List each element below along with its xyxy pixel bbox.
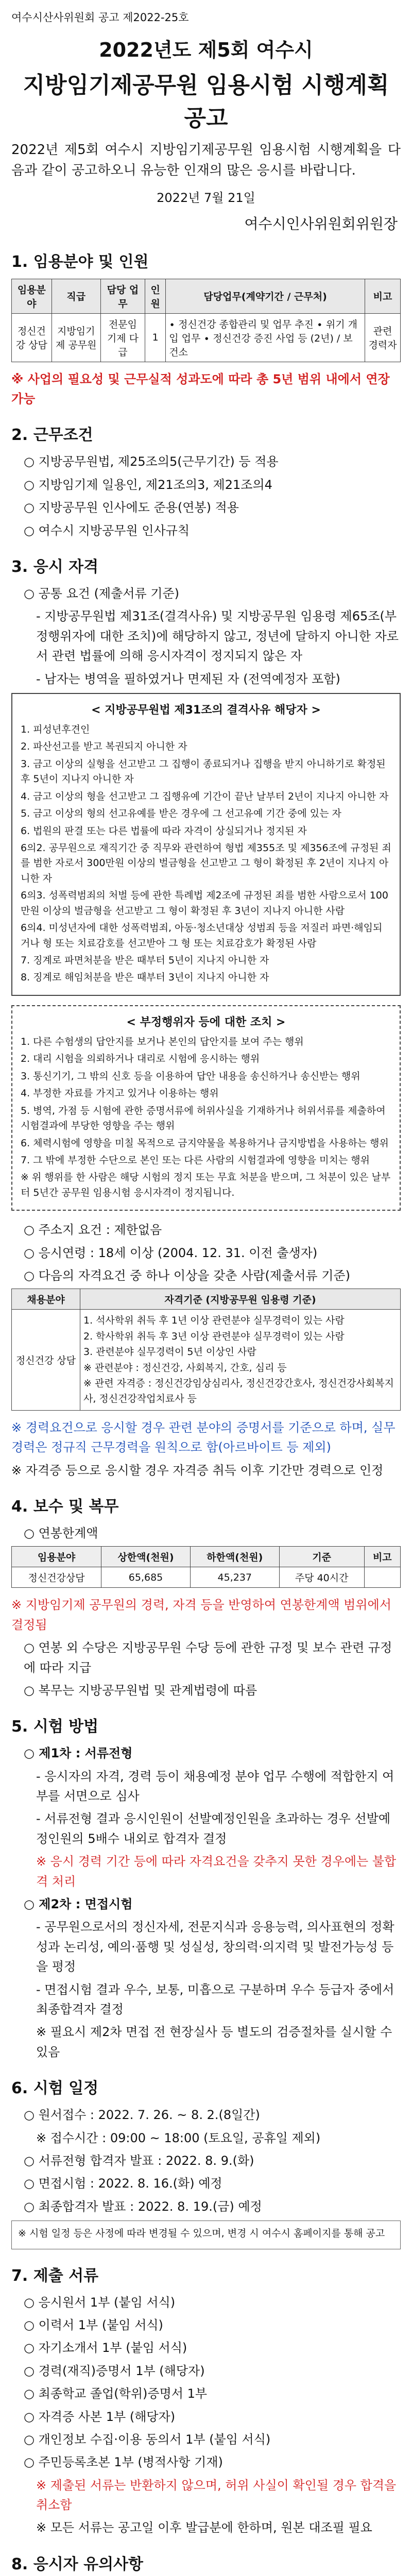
list-item: ○ 개인정보 수집·이용 동의서 1부 (붙임 서식) [24,2432,271,2447]
list-item: - 서류전형 결과 응시인원이 선발예정인원을 초과하는 경우 선발예정인원의 5배수 내외로 합격자 결정 [36,1811,391,1846]
list-item: 5. 금고 이상의 형의 선고유예를 받은 경우에 그 선고유예 기간 중에 있는 자 [21,808,341,820]
section-2-heading: 2. 근무조건 [11,426,93,445]
list-item: ※ 접수시간 : 09:00 ~ 18:00 (토요일, 공휴일 제외) [36,2130,321,2145]
list-item: ○ 공통 요건 (제출서류 기준) [24,586,180,601]
list-item: ○ 자격증 사본 1부 (해당자) [24,2409,176,2424]
table-cell: 관련 경력자 [365,313,400,362]
table-header: 직급 [52,279,100,313]
section-1-heading: 1. 임용분야 및 인원 [11,252,149,271]
list-item: ○ 면접시험 : 2022. 8. 16.(화) 예정 [24,2176,222,2191]
list-item: 2. 대리 시험을 의뢰하거나 대리로 시험에 응시하는 행위 [21,1053,260,1065]
table-header: 하한액(천원) [190,1547,279,1567]
list-item: - 공무원으로서의 정신자세, 전문지식과 응용능력, 의사표현의 정확성과 논리성, 예의·품행 및 성실성, 창의력·의지력 및 발전가능성 등을 평정 [36,1920,394,1974]
table-row [12,1310,401,1410]
list-item: 6의4. 미성년자에 대한 성폭력범죄, 아동·청소년대상 성범죄 등을 저질러 파면·해임되거나 형 또는 치료감호를 선고받아 그 형 또는 치료감호가 확정된 사람 [21,922,383,949]
note-text: ※ 자격증 등으로 응시할 경우 자격증 취득 이후 기간만 경력으로 인정 [11,1463,384,1478]
list-item: ○ 응시연령 : 18세 이상 (2004. 12. 31. 이전 출생자) [24,1245,318,1260]
note-text: ※ 모든 서류는 공고일 이후 발급분에 한하며, 원본 대조필 필요 [36,2520,372,2535]
table-header: 채용분야 [12,1289,80,1310]
section-7-heading: 7. 제출 서류 [11,2266,99,2285]
title-super: 2022년도 제5회 여수시 [99,39,313,61]
table-cell: 주당 40시간 [279,1567,364,1588]
list-item: ○ 제1차 : 서류전형 [24,1746,133,1761]
table-row [12,313,401,362]
table-cell: 정신건강 상담 [12,1310,80,1410]
table-cell: 1. 석사학위 취득 후 1년 이상 관련분야 실무경력이 있는 사람 2. 학사학위 취득 후 3년 이상 관련분야 실무경력이 있는 사람 3. 관련분야 실무경력이 5년 이상인 사람 ※ 관련분야 : 정신건강, 사회복지, 간호, 심리 등 ※ 관련 자격증 : 정신건강임상심리사, 정신건강간호사, 정신건강사회복지사, 정신건강작업치료사 등 [80,1310,401,1410]
list-item: - 응시자의 자격, 경력 등이 채용예정 분야 업무 수행에 적합한지 여부를 서면으로 심사 [36,1769,394,1804]
list-item: 6의3. 성폭력범죄의 처벌 등에 관한 특례법 제2조에 규정된 죄를 범한 사람으로서 100만원 이상의 벌금형을 선고받고 그 형이 확정된 후 3년이 지나지 아니한 사람 [21,890,388,917]
list-item: ○ 경력(재직)증명서 1부 (해당자) [24,2363,205,2378]
box-title: < 부정행위자 등에 대한 조치 > [126,1015,286,1029]
list-item: ○ 지방임기제 일용인, 제21조의3, 제21조의4 [24,477,272,492]
table-header: 임용분야 [12,1547,101,1567]
list-item: ※ 응시 경력 기간 등에 따라 자격요건을 갖추지 못한 경우에는 불합격 처리 [36,1854,397,1889]
list-item: ○ 제2차 : 면접시험 [24,1897,133,1912]
list-item: ○ 주민등록초본 1부 (병적사항 기재) [24,2455,223,2470]
section-1-footnote: ※ 사업의 필요성 및 근무실적 성과도에 따라 총 5년 범위 내에서 연장 가능 [11,371,390,406]
list-item: 8. 징계로 해임처분을 받은 때부터 3년이 지나지 아니한 자 [21,972,269,984]
table-cell: 지방임기제 공무원 [52,313,100,362]
list-item: ○ 자기소개서 1부 (붙임 서식) [24,2341,187,2355]
table-cell: 1 [145,313,166,362]
list-item: 2. 파산선고를 받고 복권되지 아니한 자 [21,741,187,753]
misconduct-box [11,1005,401,1211]
list-item: ○ 최종학교 졸업(학위)증명서 1부 [24,2386,208,2401]
list-item: 6. 법원의 판결 또는 다른 법률에 따라 자격이 상실되거나 정지된 자 [21,825,307,837]
box-title: < 지방공무원법 제31조의 결격사유 해당자 > [91,703,321,717]
list-item: 1. 다른 수험생의 답안지를 보거나 본인의 답안지를 보여 주는 행위 [21,1036,304,1047]
table-cell [364,1567,400,1588]
table-cell: 정신건강 상담 [12,313,52,362]
schedule-note-box [11,2221,401,2249]
table-header: 비고 [364,1547,400,1567]
table-header: 상한액(천원) [101,1547,191,1567]
disqualification-box [11,693,401,996]
list-item: - 지방공무원법 제31조(결격사유) 및 지방공무원 임용령 제65조(부정행위자에 대한 조치)에 해당하지 않고, 정년에 달하지 아니한 자로서 관련 법률에 의해 응시자격이 정지되지 않은 자 [36,609,399,664]
list-item: 6. 체력시험에 영향을 미칠 목적으로 금지약물을 복용하거나 금지방법을 사용하는 행위 [21,1137,389,1149]
table-row [12,1567,401,1588]
page-title: 지방임기제공무원 임용시험 시행계획 공고 [23,72,389,131]
table-cell: ∙ 정신건강 종합관리 및 업무 추진 ∙ 위기 개입 업무 ∙ 정신건강 증진 사업 등 (2년) / 보건소 [166,313,365,362]
section-6-heading: 6. 시험 일정 [11,2079,99,2098]
list-item: ○ 연봉한계액 [24,1526,98,1540]
title-box [11,34,401,132]
positions-table [11,279,401,362]
note-text: ※ 시험 일정 등은 사정에 따라 변경될 수 있으며, 변경 시 여수시 홈페이지를 통해 공고 [18,2228,385,2240]
section-5-heading: 5. 시험 방법 [11,1718,99,1736]
announcement-date: 2022년 7월 21일 [157,190,255,205]
table-cell: 65,685 [101,1567,191,1588]
table-header: 자격기준 (지방공무원 임용령 기준) [80,1289,401,1310]
note-text: ※ 지방임기제 공무원의 경력, 자격 등을 반영하여 연봉한계액 범위에서 결정됨 [11,1598,391,1632]
table-header: 담당 업무 [100,279,145,313]
list-item: ○ 연봉 외 수당은 지방공무원 수당 등에 관한 규정 및 보수 관련 규정에 따라 지급 [24,1640,392,1675]
list-item: ○ 응시원서 1부 (붙임 서식) [24,2295,176,2310]
table-cell: 45,237 [190,1567,279,1588]
list-item: ○ 원서접수 : 2022. 7. 26. ~ 8. 2.(8일간) [24,2108,260,2123]
list-item: 5. 병역, 가점 등 시험에 관한 증명서류에 허위사실을 기재하거나 허위서류를 제출하여 시험결과에 부당한 영향을 주는 행위 [21,1105,386,1132]
list-item: ○ 지방공무원법, 제25조의5(근무기간) 등 적용 [24,454,279,469]
list-item: 3. 통신기기, 그 밖의 신호 등을 이용하여 답안 내용을 송신하거나 송신받는 행위 [21,1070,360,1082]
list-item: ○ 주소지 요건 : 제한없음 [24,1223,162,1238]
note-text: ※ 경력요건으로 응시할 경우 관련 분야의 증명서를 기준으로 하며, 실무경력은 정규직 근무경력을 원칙으로 함(아르바이트 등 제외) [11,1420,396,1455]
requirements-table [11,1289,401,1410]
list-item: ○ 서류전형 합격자 발표 : 2022. 8. 9.(화) [24,2153,254,2168]
section-3-heading: 3. 응시 자격 [11,557,99,576]
list-item: ○ 여수시 지방공무원 인사규칙 [24,523,190,538]
table-header: 기준 [279,1547,364,1567]
list-item: ○ 이력서 1부 (붙임 서식) [24,2317,163,2332]
list-item: ○ 최종합격자 발표 : 2022. 8. 19.(금) 예정 [24,2199,262,2214]
list-item: - 면접시험 결과 우수, 보통, 미흡으로 구분하며 우수 등급자 중에서 최종합격자 결정 [36,1982,394,2016]
section-4-heading: 4. 보수 및 복무 [11,1497,119,1516]
list-item: ○ 다음의 자격요건 중 하나 이상을 갖춘 사람(제출서류 기준) [24,1268,350,1283]
intro-text: 2022년 제5회 여수시 지방임기제공무원 임용시험 시행계획을 다음과 같이 공고하오니 유능한 인재의 많은 응시를 바랍니다. [11,142,401,179]
table-cell: 정신건강상담 [12,1567,101,1588]
table-header: 담당업무(계약기간 / 근무처) [166,279,365,313]
table-cell: 전문임기제 다급 [100,313,145,362]
list-item: 7. 그 밖에 부정한 수단으로 본인 또는 다른 사람의 시험결과에 영향을 미치는 행위 [21,1154,370,1166]
list-item: 3. 금고 이상의 실형을 선고받고 그 집행이 종료되거나 집행을 받지 아니하기로 확정된 후 5년이 지나지 아니한 자 [21,758,386,785]
list-item: - 남자는 병역을 필하였거나 면제된 자 (전역예정자 포함) [36,671,340,686]
issuer: 여수시인사위원회위원장 [244,215,398,232]
list-item: 1. 피성년후견인 [21,723,90,735]
list-item: 7. 징계로 파면처분을 받은 때부터 5년이 지나지 아니한 자 [21,955,269,967]
list-item: ○ 지방공무원 인사에도 준용(연봉) 적용 [24,500,239,515]
list-item: ※ 필요시 제2차 면접 전 현장실사 등 별도의 검증절차를 실시할 수 있음 [36,2025,392,2059]
announcement-number: 여수시산사위원회 공고 제2022-25호 [11,11,189,24]
list-item: 4. 금고 이상의 형을 선고받고 그 집행유예 기간이 끝난 날부터 2년이 지나지 아니한 자 [21,790,389,802]
table-header: 임용분야 [12,279,52,313]
salary-table [11,1546,401,1588]
list-item: ※ 위 행위를 한 사람은 해당 시험의 정지 또는 무효 처분을 받으며, 그 처분이 있은 날부터 5년간 공무원 임용시험 응시자격이 정지됩니다. [21,1172,391,1198]
list-item: ○ 복무는 지방공무원법 및 관계법령에 따름 [24,1683,258,1698]
section-8-heading: 8. 응시자 유의사항 [11,2555,144,2573]
note-text: ※ 제출된 서류는 반환하지 않으며, 허위 사실이 확인될 경우 합격을 취소함 [36,2478,397,2513]
table-header: 비고 [365,279,400,313]
table-header: 인원 [145,279,166,313]
list-item: 6의2. 공무원으로 재직기간 중 직무와 관련하여 형법 제355조 및 제356조에 규정된 죄를 범한 자로서 300만원 이상의 벌금형을 선고받고 그 형이 확정된 후 2년이 지나지 아니한 자 [21,842,391,884]
list-item: 4. 부정한 자료를 가지고 있거나 이용하는 행위 [21,1088,219,1099]
